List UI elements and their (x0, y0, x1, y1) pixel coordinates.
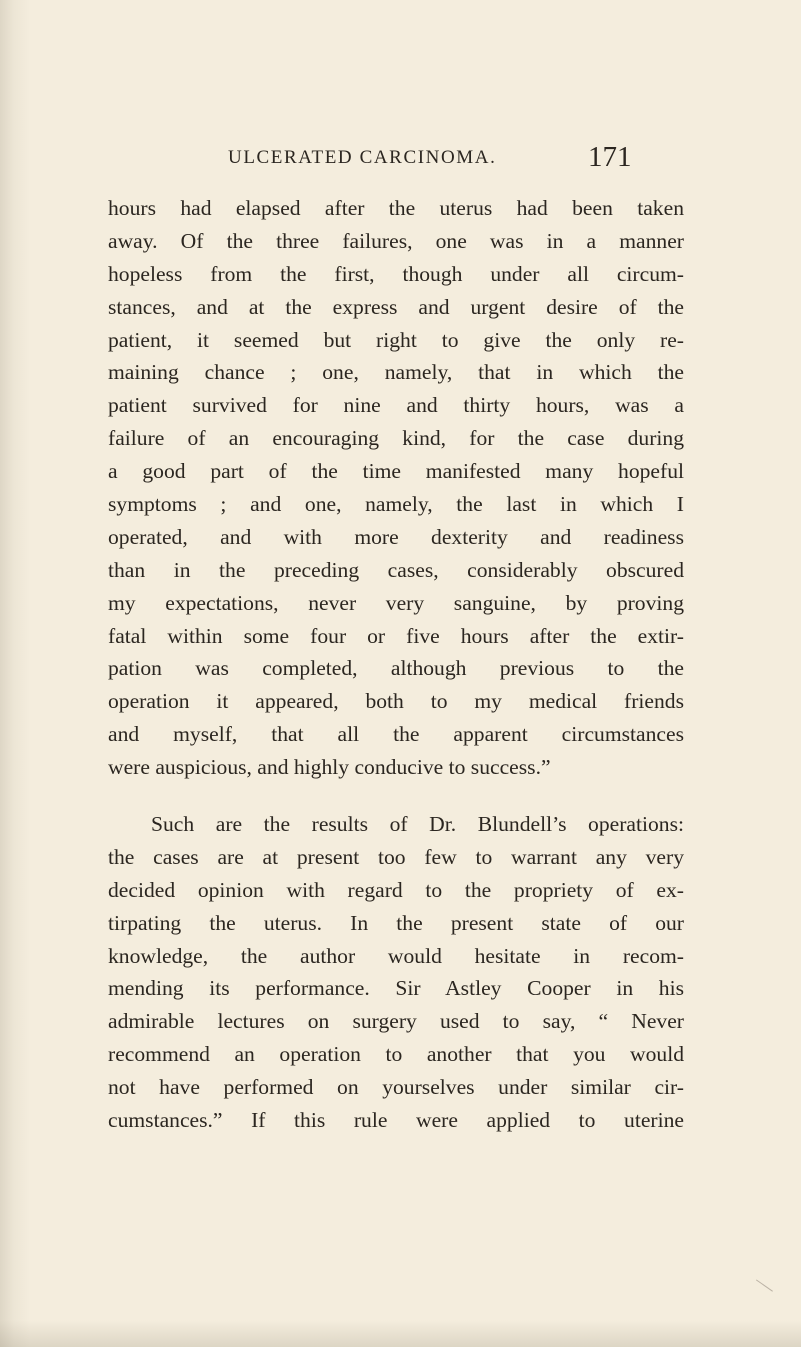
text-line: the cases are at present too few to warrant any very (108, 844, 684, 869)
paragraph-1 (108, 192, 684, 784)
text-line: maining chance ; one, namely, that in which the (108, 360, 684, 385)
text-line: patient, it seemed but right to give the only re- (108, 327, 684, 352)
body-text (108, 192, 684, 1137)
text-line: away. Of the three failures, one was in a manner (108, 228, 684, 253)
page-header (0, 141, 801, 177)
text-line: my expectations, never very sanguine, by proving (108, 590, 684, 615)
text-line: decided opinion with regard to the propriety of ex- (108, 877, 684, 902)
paragraph-2 (108, 808, 684, 1137)
text-line: not have performed on yourselves under similar cir- (108, 1075, 684, 1100)
text-line: cumstances.” If this rule were applied to uterine (108, 1108, 684, 1133)
text-line: and myself, that all the apparent circumstances (108, 722, 684, 747)
text-line: knowledge, the author would hesitate in recom- (108, 943, 684, 968)
text-line: were auspicious, and highly conducive to success.” (108, 755, 551, 780)
text-line: hours had elapsed after the uterus had been taken (108, 196, 684, 220)
text-line: a good part of the time manifested many hopeful (108, 459, 684, 484)
paragraph-gap (108, 784, 684, 808)
text-line: mending its performance. Sir Astley Cooper in his (108, 976, 684, 1001)
text-line: stances, and at the express and urgent desire of the (108, 294, 684, 319)
text-line: hopeless from the first, though under all circum- (108, 261, 684, 286)
text-line: admirable lectures on surgery used to say, “ Never (108, 1009, 684, 1034)
text-line: Such are the results of Dr. Blundell’s operations: (151, 812, 684, 837)
text-line: operated, and with more dexterity and readiness (108, 524, 684, 549)
text-line: pation was completed, although previous to the (108, 656, 684, 681)
text-line: than in the preceding cases, considerably obscured (108, 557, 684, 582)
text-line: symptoms ; and one, namely, the last in which I (108, 492, 684, 517)
page-corner-mark (749, 1279, 773, 1301)
text-line: failure of an encouraging kind, for the case during (108, 426, 684, 451)
text-line: operation it appeared, both to my medical friends (108, 689, 684, 714)
page-number: 171 (588, 141, 632, 173)
running-head: ULCERATED CARCINOMA. (228, 147, 497, 168)
text-line: patient survived for nine and thirty hours, was a (108, 393, 684, 418)
text-line: recommend an operation to another that you would (108, 1042, 684, 1067)
text-line: fatal within some four or five hours after the extir- (108, 623, 684, 648)
text-line: tirpating the uterus. In the present state of our (108, 910, 684, 935)
